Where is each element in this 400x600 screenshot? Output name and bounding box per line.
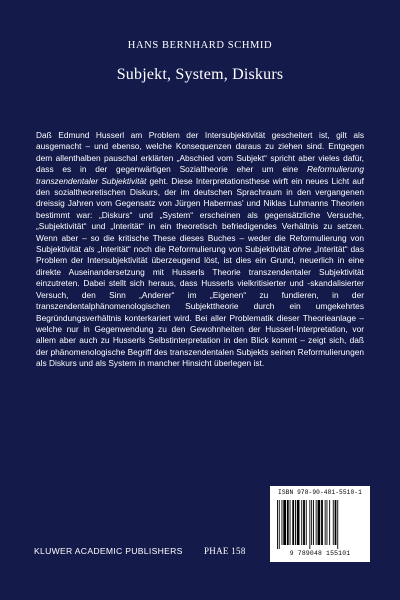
barcode-bar: [316, 500, 317, 545]
barcode-bar: [321, 500, 323, 545]
barcode-bar: [303, 500, 305, 545]
barcode-bar: [327, 500, 328, 545]
blurb-emphasis: ohne: [292, 244, 312, 255]
barcode-bar: [283, 500, 286, 545]
barcode-bar: [335, 500, 337, 545]
barcode-bar: [313, 500, 314, 545]
barcode-digits: 9 789048 155101: [289, 550, 351, 557]
blurb-emphasis: als: [83, 244, 95, 255]
barcode-bar: [292, 500, 294, 545]
barcode-bar: [309, 500, 310, 549]
barcode-bar: [329, 500, 330, 545]
series-number: PHAE 158: [204, 546, 246, 556]
blurb-emphasis: Reformulierung transzendentaler Subjektivität: [36, 164, 364, 186]
barcode-bar: [297, 500, 300, 545]
barcode-image: [276, 500, 364, 549]
blurb-segment: „Interität“ das Problem der Intersubjektivität überzeugend löst, ist dies ein Grund, neuerlich in eine direkte Auseinandersetzung mit Husserls Theorie transzendentaler Subjektivität einzutreten. Dabei stellt sich heraus, dass Husserls vielkritisierter und -skandalisierter Versuch, den Sinn „Anderer“ im „Eigenen“ zu fundieren, in der transzendentalphänomenologischen Subjekttheorie durch ein umgekehrtes Begründungsverhältnis konterkariert wird. Bei aller Problematik dieser Theorieanlage – welche nur in Gegenwendung zu den Gewohnheiten der Husserl-Interpretation, vor allem aber auch zu Husserls Selbstinterpretation in den Blick kommt – zeigt sich, daß der phänomenologische Begriff des transzendentalen Subjekts seinen Reformulierungen als Diskurs und als System in mancher Hinsicht überlegen ist.: [36, 244, 364, 369]
author-name: HANS BERNHARD SCHMID: [127, 40, 273, 51]
barcode-bar: [333, 500, 334, 545]
book-title: Subjekt, System, Diskurs: [116, 66, 284, 83]
blurb-segment: Daß Edmund Husserl am Problem der Intersubjektivität gescheitert ist, gilt als ausgemacht – und ebenso, welche Konsequenzen daraus zu ziehen sind. Entgegen dem allenthalben pauschal erklärten „Abschied vom Subjekt“ spricht aber vieles dafür, dass es in der gegenwärtigen Sozialtheorie eher um eine: [36, 130, 364, 175]
barcode-bar: [295, 500, 296, 545]
barcode-bar: [279, 500, 280, 549]
barcode-bar: [277, 500, 278, 549]
barcode-bar: [290, 500, 291, 545]
barcode-bar: [325, 500, 326, 545]
blurb-text: [36, 130, 364, 370]
blurb-segment: „Interität“ noch die Reformulierung von Subjektivität: [94, 244, 293, 255]
barcode-bar: [287, 500, 289, 545]
barcode-bar: [306, 500, 307, 545]
barcode-label: [270, 486, 370, 562]
barcode-bar: [318, 500, 321, 545]
barcode-bar: [301, 500, 302, 545]
publisher-name: KLUWER ACADEMIC PUBLISHERS: [34, 546, 183, 556]
barcode-bar: [311, 500, 312, 545]
blurb-segment: geht. Diese Interpretationsthese wirft ein neues Licht auf den sozialtheoretischen Diskurs, der im deutschen Sprachraum in den vergangenen dreissig Jahren vom Gegensatz von Jürgen Habermas' und Niklas Luhmanns Theorien bestimmt war: „Diskurs“ und „System“ erscheinen als gegensätzliche Versuche, „Subjektivität“ und „Interität“ in ein theoretisch befriedigendes Verhältnis zu setzen. Wenn aber – so die kritische These dieses Buches – weder die Reformulierung von Subjektivität: [36, 175, 364, 255]
isbn-text: ISBN 978-90-481-5510-1: [278, 489, 362, 496]
barcode-bar: [337, 500, 338, 549]
barcode-bar: [282, 500, 283, 545]
